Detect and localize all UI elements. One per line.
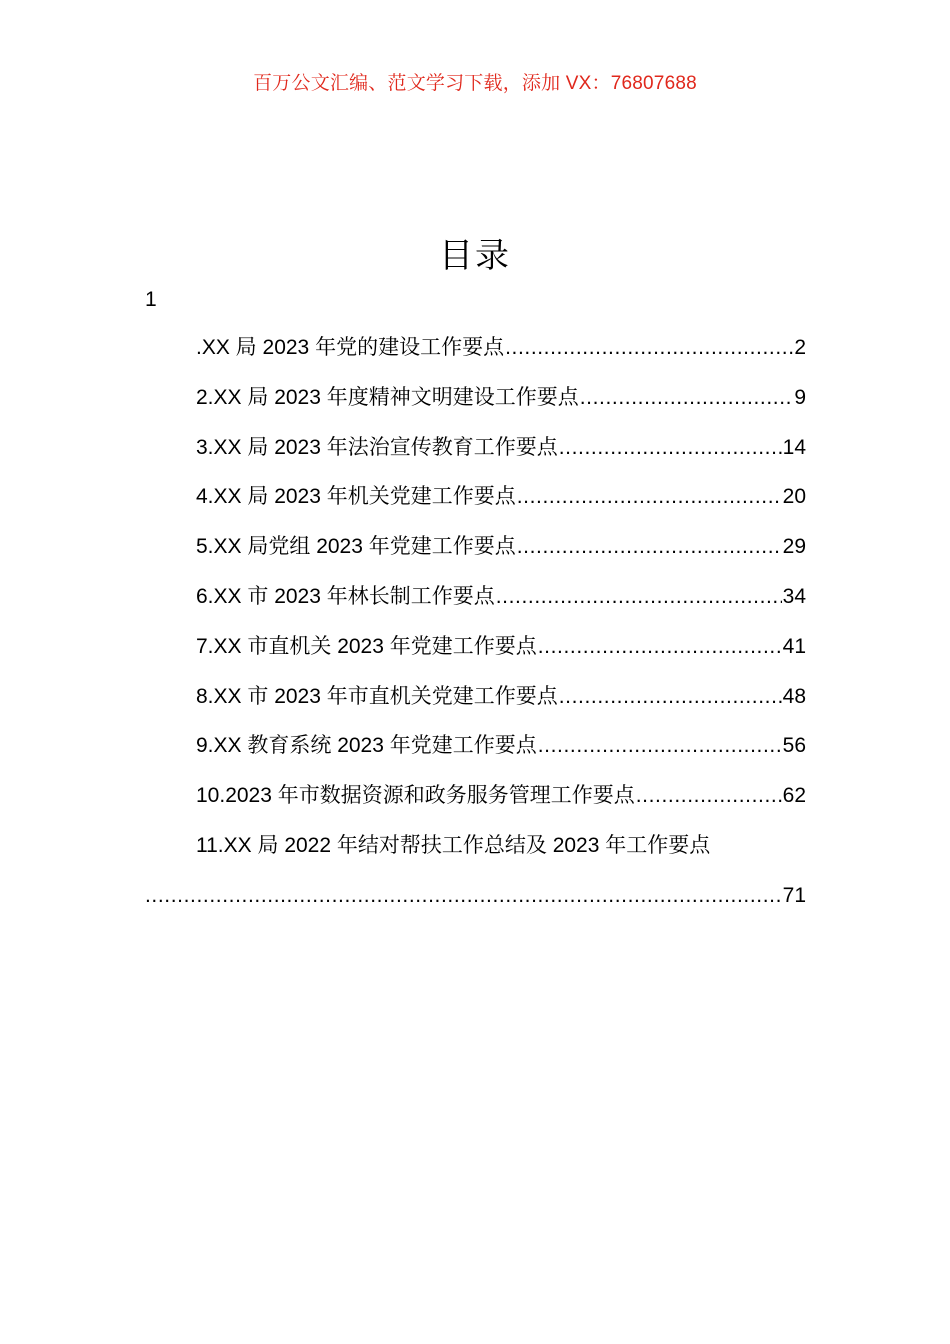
toc-entry-title: 8.XX 市 2023 年市直机关党建工作要点 — [196, 684, 558, 708]
dot-leader — [517, 479, 782, 515]
toc-page-number: 62 — [782, 784, 806, 808]
toc-entry-title: 6.XX 市 2023 年林长制工作要点 — [196, 584, 495, 608]
toc-page-number: 14 — [782, 435, 806, 459]
dot-leader — [636, 778, 782, 814]
toc-entry[interactable] — [196, 728, 806, 778]
dot-leader — [559, 679, 782, 715]
toc-entry-title: 4.XX 局 2023 年机关党建工作要点 — [196, 485, 516, 509]
toc-entry[interactable] — [196, 430, 806, 480]
toc-first-marker: 1 — [145, 288, 157, 311]
toc-page-number: 20 — [782, 485, 806, 509]
toc-entry[interactable] — [196, 380, 806, 430]
toc-entry-title: 5.XX 局党组 2023 年党建工作要点 — [196, 535, 516, 559]
dot-leader — [496, 579, 782, 615]
dot-leader — [517, 529, 782, 565]
toc-page-number: 48 — [782, 684, 806, 708]
dot-leader — [538, 629, 782, 665]
toc-entry-title: 7.XX 市直机关 2023 年党建工作要点 — [196, 634, 537, 658]
dot-leader — [559, 430, 782, 466]
toc-title: 目录 — [439, 237, 511, 275]
toc-entry-continuation[interactable] — [145, 878, 806, 914]
dot-leader — [505, 330, 793, 366]
toc-entry-title: 10.2023 年市数据资源和政务服务管理工作要点 — [196, 784, 635, 808]
dot-leader — [580, 380, 794, 416]
toc-entry[interactable] — [196, 679, 806, 729]
toc-entry[interactable] — [196, 479, 806, 529]
toc-entry[interactable] — [196, 778, 806, 828]
toc-list — [196, 330, 806, 828]
toc-entry-title: 3.XX 局 2023 年法治宣传教育工作要点 — [196, 435, 558, 459]
dot-leader — [538, 728, 782, 764]
toc-entry[interactable] — [196, 529, 806, 579]
toc-page-number: 71 — [782, 884, 806, 907]
toc-entry-title: .XX 局 2023 年党的建设工作要点 — [196, 336, 505, 359]
toc-page-number: 29 — [782, 535, 806, 559]
toc-entry-title: 2.XX 局 2023 年度精神文明建设工作要点 — [196, 385, 579, 409]
toc-page-number: 41 — [782, 634, 806, 658]
toc-page-number: 56 — [782, 734, 806, 758]
toc-page-number: 34 — [782, 584, 806, 608]
toc-entry[interactable] — [196, 579, 806, 629]
header-note: 百万公文汇编、范文学习下载，添加 VX：76807688 — [253, 73, 697, 94]
toc-page-number: 9 — [794, 385, 806, 409]
dot-leader — [145, 878, 782, 914]
toc-entry-title-wrapped[interactable]: 11.XX 局 2022 年结对帮扶工作总结及 2023 年工作要点 — [196, 834, 711, 857]
toc-entry[interactable] — [196, 629, 806, 679]
toc-page-number: 2 — [794, 336, 806, 359]
toc-entry-title: 9.XX 教育系统 2023 年党建工作要点 — [196, 734, 537, 758]
toc-entry[interactable] — [196, 330, 806, 380]
